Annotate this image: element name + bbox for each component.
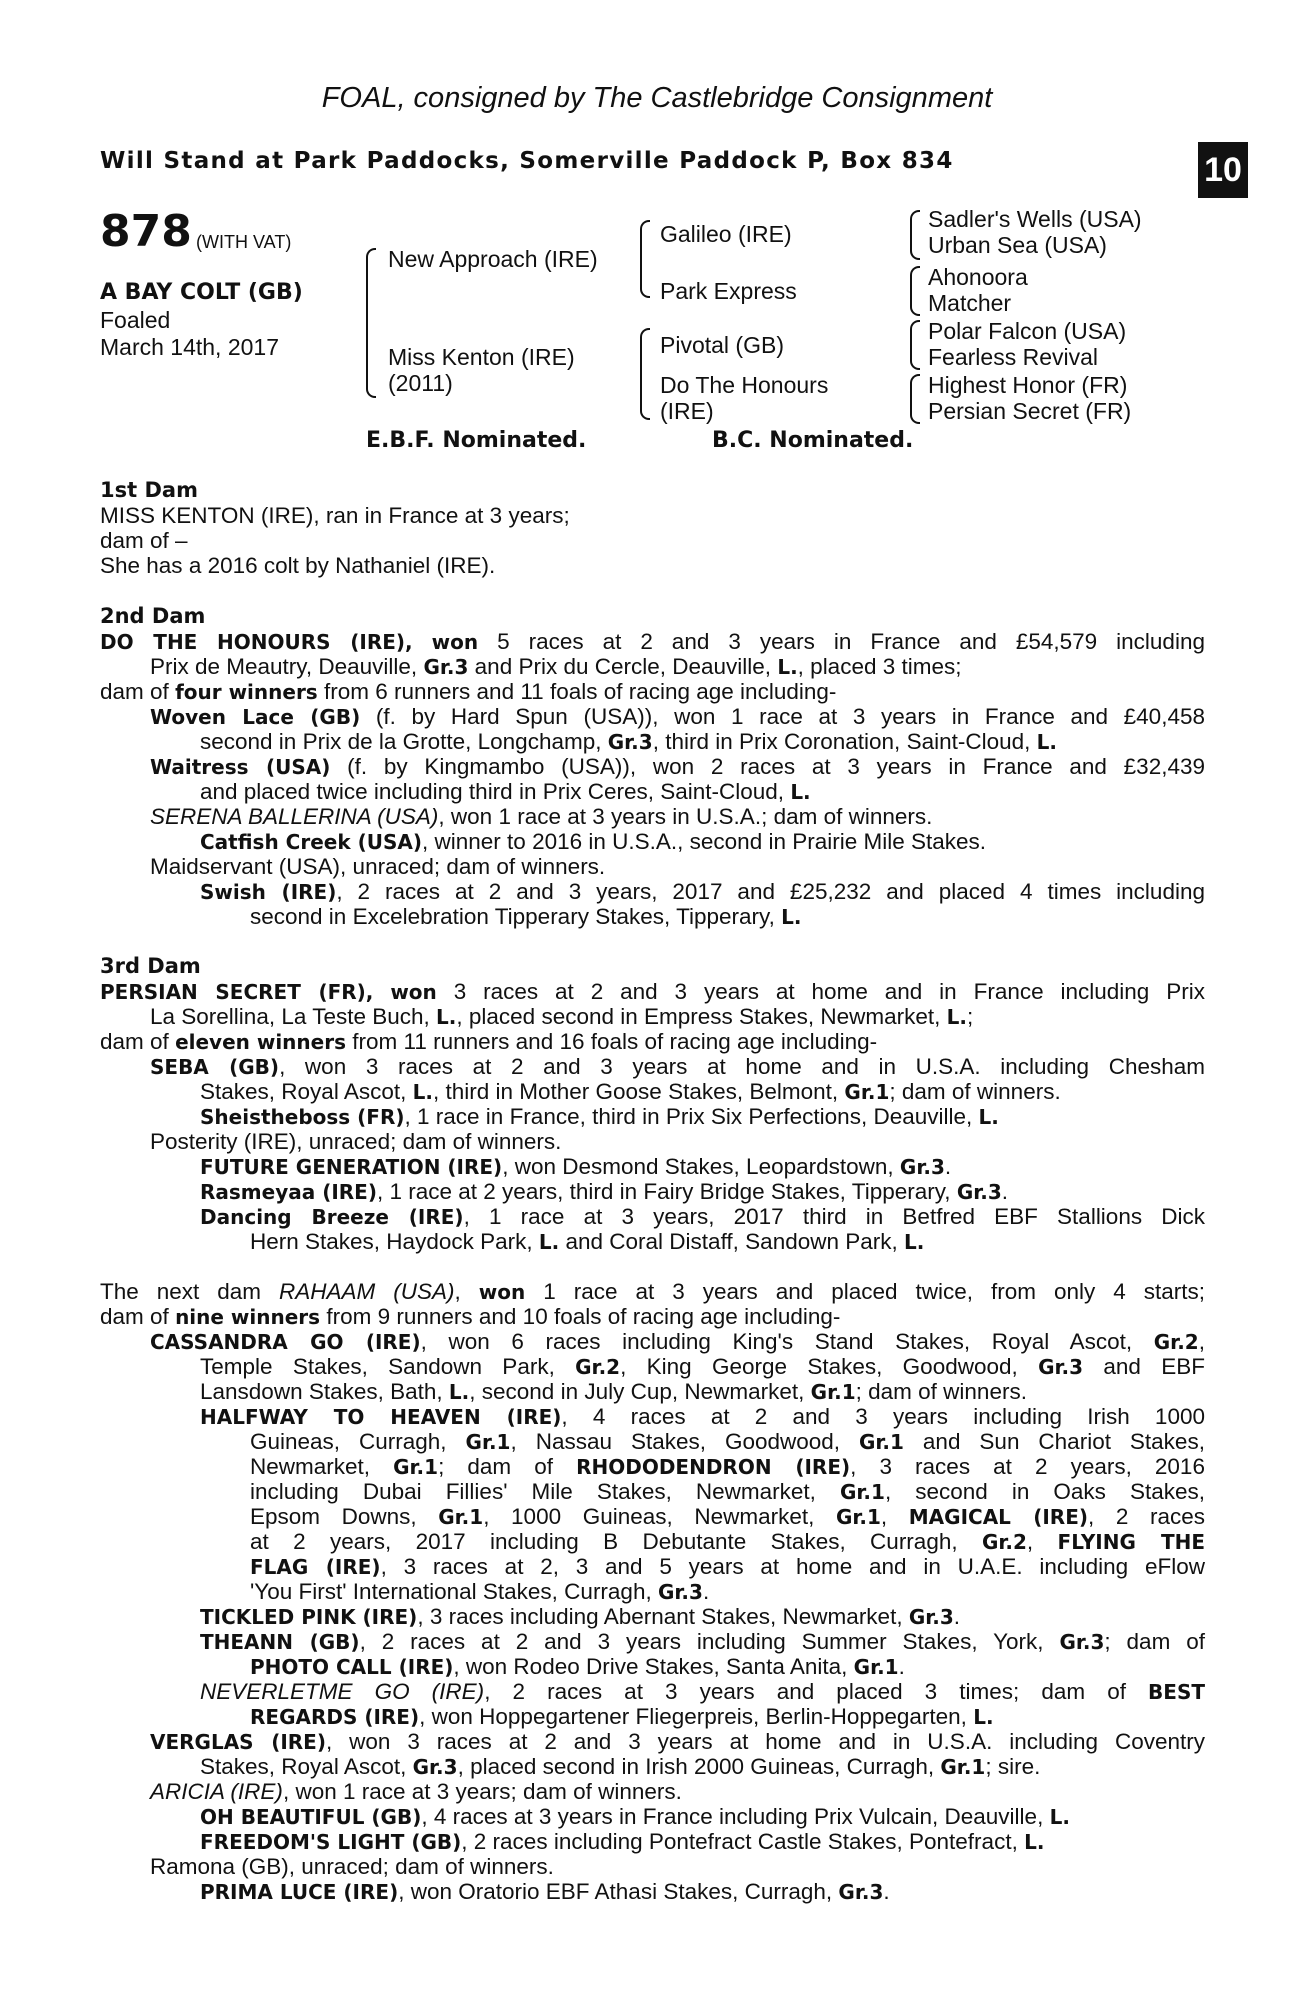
- progeny-entry: Posterity (IRE), unraced; dam of winners.: [150, 1129, 562, 1154]
- next-dam-line: dam of nine winners from 9 runners and 10 foals of racing age including-: [100, 1304, 841, 1329]
- pedigree-bracket: [910, 266, 920, 316]
- progeny-entry: Catfish Creek (USA), winner to 2016 in U.S.A., second in Prairie Mile Stakes.: [200, 829, 987, 854]
- progeny-entry: HALFWAY TO HEAVEN (IRE), 4 races at 2 and 3 years including Irish 1000: [200, 1404, 1205, 1429]
- pedigree-ggs: Polar Falcon (USA): [928, 318, 1127, 344]
- pedigree-dam: Miss Kenton (IRE): [388, 344, 575, 370]
- progeny-entry: FREEDOM'S LIGHT (GB), 2 races including Pontefract Castle Stakes, Pontefract, L.: [200, 1829, 1045, 1854]
- progeny-entry: SEBA (GB), won 3 races at 2 and 3 years at home and in U.S.A. including Chesham: [150, 1054, 1205, 1079]
- progeny-entry: at 2 years, 2017 including B Debutante Stakes, Curragh, Gr.2, FLYING THE: [250, 1529, 1205, 1554]
- progeny-entry: Newmarket, Gr.1; dam of RHODODENDRON (IRE), 3 races at 2 years, 2016: [250, 1454, 1205, 1479]
- pedigree-bracket: [640, 328, 650, 420]
- progeny-entry: 'You First' International Stakes, Curragh, Gr.3.: [250, 1579, 710, 1604]
- progeny-entry: Stakes, Royal Ascot, L., third in Mother Goose Stakes, Belmont, Gr.1; dam of winners.: [200, 1079, 1061, 1104]
- pedigree-ggs: Matcher: [928, 290, 1012, 316]
- horse-name: HALFWAY TO HEAVEN (IRE): [200, 1405, 562, 1429]
- second-dam-heading: 2nd Dam: [100, 604, 206, 628]
- progeny-entry: VERGLAS (IRE), won 3 races at 2 and 3 years at home and in U.S.A. including Coventry: [150, 1729, 1205, 1754]
- grade-label: Gr.3: [423, 655, 469, 679]
- horse-name: SEBA (GB): [150, 1055, 280, 1079]
- horse-name: RAHAAM (USA): [279, 1279, 455, 1304]
- third-dam-line: dam of eleven winners from 11 runners and 16 foals of racing age including-: [100, 1029, 878, 1054]
- horse-name: Dancing Breeze (IRE): [200, 1205, 464, 1229]
- horse-name: PHOTO CALL (IRE): [250, 1655, 454, 1679]
- listed-label: L.: [777, 655, 798, 679]
- next-dam-line: The next dam RAHAAM (USA), won 1 race at 3 years and placed twice, from only 4 starts;: [100, 1279, 1205, 1304]
- second-dam-line: dam of four winners from 6 runners and 11 foals of racing age including-: [100, 679, 837, 704]
- first-dam-line: dam of –: [100, 528, 188, 553]
- pedigree-dam-dam: Do The Honours: [660, 372, 829, 398]
- pedigree-dam-year: (2011): [388, 370, 453, 396]
- second-dam-line: DO THE HONOURS (IRE), won 5 races at 2 and 3 years in France and £54,579 including: [100, 629, 1205, 654]
- horse-name: FREEDOM'S LIGHT (GB): [200, 1830, 462, 1854]
- progeny-entry: second in Prix de la Grotte, Longchamp, Gr.3, third in Prix Coronation, Saint-Cloud, L.: [200, 729, 1057, 754]
- lot-foaled-label: Foaled: [100, 307, 171, 333]
- progeny-entry: second in Excelebration Tipperary Stakes, Tipperary, L.: [250, 904, 802, 929]
- pedigree-ggs: Fearless Revival: [928, 344, 1098, 370]
- pedigree-ggs: Urban Sea (USA): [928, 232, 1107, 258]
- pedigree-bracket: [640, 220, 650, 298]
- horse-name: PERSIAN SECRET (FR),: [100, 980, 374, 1004]
- progeny-entry: Lansdown Stakes, Bath, L., second in July Cup, Newmarket, Gr.1; dam of winners.: [200, 1379, 1027, 1404]
- pedigree-ggs: Highest Honor (FR): [928, 372, 1128, 398]
- badge-number: 10: [1204, 151, 1242, 189]
- progeny-entry: FUTURE GENERATION (IRE), won Desmond Stakes, Leopardstown, Gr.3.: [200, 1154, 952, 1179]
- third-dam-heading: 3rd Dam: [100, 954, 201, 978]
- pedigree-sire-dam: Park Express: [660, 278, 797, 304]
- progeny-entry: Rasmeyaa (IRE), 1 race at 2 years, third in Fairy Bridge Stakes, Tipperary, Gr.3.: [200, 1179, 1009, 1204]
- pedigree-dam-dam-country: (IRE): [660, 398, 714, 424]
- progeny-entry: THEANN (GB), 2 races at 2 and 3 years including Summer Stakes, York, Gr.3; dam of: [200, 1629, 1205, 1654]
- horse-name: REGARDS (IRE): [250, 1705, 420, 1729]
- progeny-entry: Hern Stakes, Haydock Park, L. and Coral Distaff, Sandown Park, L.: [250, 1229, 925, 1254]
- bc-nominated: B.C. Nominated.: [712, 428, 914, 453]
- pedigree-sire-sire: Galileo (IRE): [660, 221, 792, 247]
- lot-name: A BAY COLT (GB): [100, 280, 303, 305]
- horse-name: THEANN (GB): [200, 1630, 360, 1654]
- horse-name: FLAG (IRE): [250, 1555, 381, 1579]
- horse-name: DO THE HONOURS (IRE),: [100, 630, 413, 654]
- third-dam-line: La Sorellina, La Teste Buch, L., placed second in Empress Stakes, Newmarket, L.;: [150, 1004, 974, 1029]
- ebf-nominated: E.B.F. Nominated.: [366, 428, 587, 453]
- second-dam-line: Prix de Meautry, Deauville, Gr.3 and Prix du Cercle, Deauville, L., placed 3 times;: [150, 654, 962, 679]
- progeny-entry: NEVERLETME GO (IRE), 2 races at 3 years and placed 3 times; dam of BEST: [200, 1679, 1205, 1704]
- progeny-entry: TICKLED PINK (IRE), 3 races including Abernant Stakes, Newmarket, Gr.3.: [200, 1604, 961, 1629]
- horse-name: ARICIA (IRE): [150, 1779, 283, 1804]
- pedigree-bracket: [910, 210, 920, 260]
- horse-name: FLYING THE: [1057, 1530, 1205, 1554]
- pedigree-ggs: Sadler's Wells (USA): [928, 206, 1142, 232]
- progeny-entry: ARICIA (IRE), won 1 race at 3 years; dam of winners.: [150, 1779, 682, 1804]
- horse-name: Sheistheboss (FR): [200, 1105, 405, 1129]
- first-dam-line: She has a 2016 colt by Nathaniel (IRE).: [100, 553, 496, 578]
- progeny-entry: OH BEAUTIFUL (GB), 4 races at 3 years in France including Prix Vulcain, Deauville, L.: [200, 1804, 1070, 1829]
- horse-name: FUTURE GENERATION (IRE): [200, 1155, 503, 1179]
- horse-name: Swish (IRE): [200, 880, 337, 904]
- horse-name: TICKLED PINK (IRE): [200, 1605, 418, 1629]
- horse-name: CASSANDRA GO (IRE): [150, 1330, 421, 1354]
- progeny-entry: Stakes, Royal Ascot, Gr.3, placed second in Irish 2000 Guineas, Curragh, Gr.1; sire.: [200, 1754, 1041, 1779]
- horse-name: MAGICAL (IRE): [908, 1505, 1089, 1529]
- progeny-entry: Temple Stakes, Sandown Park, Gr.2, King George Stakes, Goodwood, Gr.3 and EBF: [200, 1354, 1205, 1379]
- progeny-entry: PHOTO CALL (IRE), won Rodeo Drive Stakes, Santa Anita, Gr.1.: [250, 1654, 905, 1679]
- progeny-entry: CASSANDRA GO (IRE), won 6 races including King's Stand Stakes, Royal Ascot, Gr.2,: [150, 1329, 1205, 1354]
- progeny-entry: FLAG (IRE), 3 races at 2, 3 and 5 years at home and in U.A.E. including eFlow: [250, 1554, 1205, 1579]
- progeny-entry: PRIMA LUCE (IRE), won Oratorio EBF Athasi Stakes, Curragh, Gr.3.: [200, 1879, 890, 1904]
- horse-name: VERGLAS (IRE): [150, 1730, 326, 1754]
- progeny-entry: and placed twice including third in Prix Ceres, Saint-Cloud, L.: [200, 779, 811, 804]
- third-dam-line: PERSIAN SECRET (FR), won 3 races at 2 and 3 years at home and in France including Prix: [100, 979, 1205, 1004]
- progeny-entry: Maidservant (USA), unraced; dam of winners.: [150, 854, 606, 879]
- pedigree-ggs: Persian Secret (FR): [928, 398, 1132, 424]
- progeny-entry: Ramona (GB), unraced; dam of winners.: [150, 1854, 554, 1879]
- progeny-entry: including Dubai Fillies' Mile Stakes, Newmarket, Gr.1, second in Oaks Stakes,: [250, 1479, 1205, 1504]
- lot-badge: [1198, 142, 1248, 198]
- pedigree-bracket: [366, 248, 376, 398]
- won-label: won: [431, 630, 479, 654]
- horse-name: RHODODENDRON (IRE): [576, 1455, 851, 1479]
- lot-number: 878: [100, 206, 192, 257]
- horse-name: Woven Lace (GB): [150, 705, 361, 729]
- lot-vat: (WITH VAT): [196, 232, 292, 252]
- progeny-entry: Epsom Downs, Gr.1, 1000 Guineas, Newmarket, Gr.1, MAGICAL (IRE), 2 races: [250, 1504, 1205, 1529]
- progeny-entry: SERENA BALLERINA (USA), won 1 race at 3 years in U.S.A.; dam of winners.: [150, 804, 933, 829]
- progeny-entry: Sheistheboss (FR), 1 race in France, third in Prix Six Perfections, Deauville, L.: [200, 1104, 999, 1129]
- horse-name: NEVERLETME GO (IRE): [200, 1679, 485, 1704]
- horse-name: Catfish Creek (USA): [200, 830, 423, 854]
- progeny-entry: REGARDS (IRE), won Hoppegartener Fliegerpreis, Berlin-Hoppegarten, L.: [250, 1704, 994, 1729]
- first-dam-line: MISS KENTON (IRE), ran in France at 3 years;: [100, 503, 570, 528]
- pedigree-sire: New Approach (IRE): [388, 246, 598, 272]
- pedigree-dam-sire: Pivotal (GB): [660, 332, 784, 358]
- pedigree-bracket: [910, 320, 920, 370]
- pedigree-ggs: Ahonoora: [928, 264, 1028, 290]
- progeny-entry: Woven Lace (GB) (f. by Hard Spun (USA)), won 1 race at 3 years in France and £40,458: [150, 704, 1205, 729]
- progeny-entry: Guineas, Curragh, Gr.1, Nassau Stakes, Goodwood, Gr.1 and Sun Chariot Stakes,: [250, 1429, 1205, 1454]
- horse-name: PRIMA LUCE (IRE): [200, 1880, 399, 1904]
- page-title: FOAL, consigned by The Castlebridge Consignment: [321, 82, 993, 114]
- horse-name: OH BEAUTIFUL (GB): [200, 1805, 422, 1829]
- horse-name: Rasmeyaa (IRE): [200, 1180, 377, 1204]
- horse-name: SERENA BALLERINA (USA): [150, 804, 439, 829]
- progeny-entry: Dancing Breeze (IRE), 1 race at 3 years, 2017 third in Betfred EBF Stallions Dick: [200, 1204, 1205, 1229]
- first-dam-heading: 1st Dam: [100, 478, 198, 502]
- horse-name: Waitress (USA): [150, 755, 331, 779]
- progeny-entry: Swish (IRE), 2 races at 2 and 3 years, 2017 and £25,232 and placed 4 times including: [200, 879, 1205, 904]
- lot-foaled-date: March 14th, 2017: [100, 334, 280, 360]
- stand-location: Will Stand at Park Paddocks, Somerville Paddock P, Box 834: [100, 148, 954, 174]
- progeny-entry: Waitress (USA) (f. by Kingmambo (USA)), won 2 races at 3 years in France and £32,439: [150, 754, 1205, 779]
- pedigree-bracket: [910, 374, 920, 424]
